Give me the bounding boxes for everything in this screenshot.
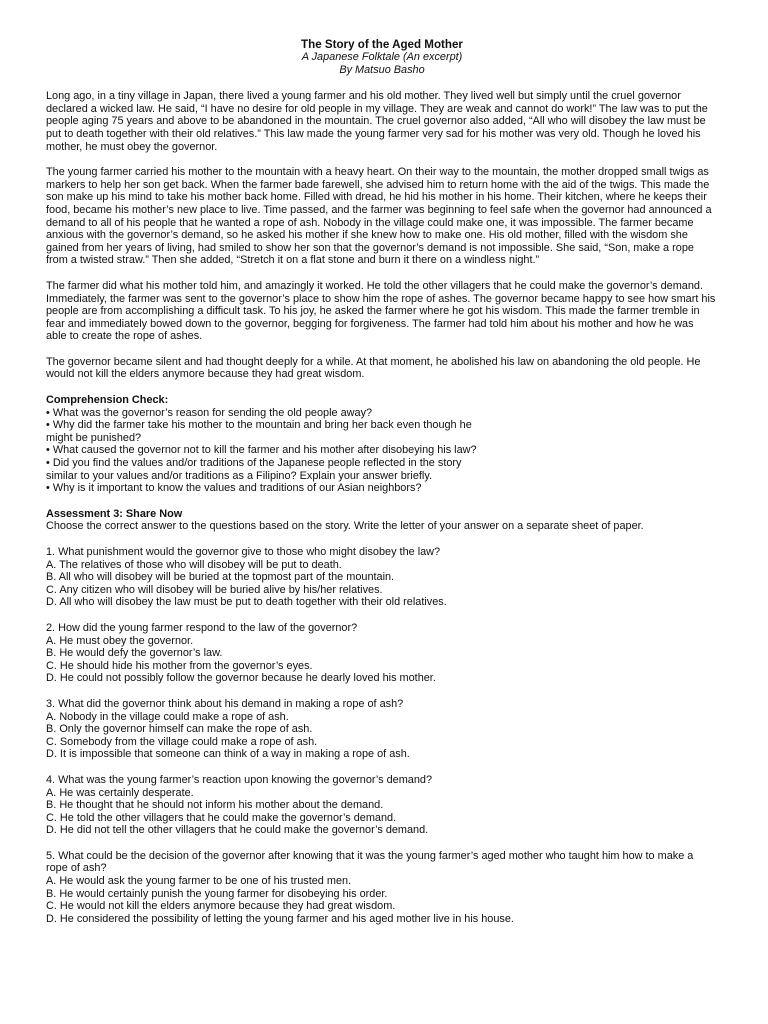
assessment-question-4 (46, 774, 718, 837)
story-paragraph-1: Long ago, in a tiny village in Japan, there lived a young farmer and his old mother. They lived well but simply until the cruel governor declared a wicked law. He said, “I have no desire for old people in my village. They are weak and cannot do work!” The law was to put the people aging 75 years and above to be abandoned in the mountain. The cruel governor also added, “All who will disobey the law must be put to death together with their old relatives.” This law made the young farmer very sad for his mother was very old. Though he loved his mother, he must obey the governor. (46, 90, 708, 153)
comprehension-question: • What caused the governor not to kill the farmer and his mother after disobeying his law? (46, 444, 718, 457)
answer-choice-b: B. He thought that he should not inform his mother about the demand. (46, 799, 384, 812)
answer-choice-c: C. He told the other villagers that he could make the governor’s demand. (46, 811, 397, 824)
story-author: By Matsuo Basho (339, 63, 425, 76)
answer-choice-d: D. All who will disobey the law must be put to death together with their old relatives. (46, 596, 447, 609)
comprehension-heading: Comprehension Check: (46, 394, 169, 407)
answer-choice-b: B. He would defy the governor’s law. (46, 647, 223, 660)
assessment-question-3 (46, 698, 718, 761)
question-text: 3. What did the governor think about his demand in making a rope of ash? (46, 697, 404, 710)
answer-choice-c: C. He should hide his mother from the governor’s eyes. (46, 659, 313, 672)
story-paragraph-3-continued: able to create the rope of ashes. (46, 330, 203, 343)
answer-choice-d: D. He could not possibly follow the governor because he dearly loved his mother. (46, 672, 436, 685)
story-title: The Story of the Aged Mother (301, 38, 463, 51)
story-paragraph-3: The farmer did what his mother told him, and amazingly it worked. He told the other villagers that he could make the governor’s demand. Immediately, the farmer was sent to the governor’s place to show him the rope of ashes. The governor became happy to see how smart his people are from accomplishing a difficult task. To his joy, he asked the farmer where he got his wisdom. This made the farmer tremble in fear and immediately bowed down to the governor, begging for forgiveness. The farmer had told him about his mother and how he was (46, 279, 716, 330)
assessment-question-1 (46, 546, 718, 609)
question-text: 2. How did the young farmer respond to the law of the governor? (46, 621, 358, 634)
answer-choice-b: B. All who will disobey will be buried at the topmost part of the mountain. (46, 571, 395, 584)
answer-choice-a: A. He was certainly desperate. (46, 786, 194, 799)
answer-choice-d: D. He considered the possibility of letting the young farmer and his aged mother live in his house. (46, 912, 514, 925)
question-text: 5. What could be the decision of the governor after knowing that it was the young farmer’s aged mother who taught him how to make a rope of ash? (46, 849, 694, 875)
answer-choice-b: B. Only the governor himself can make the rope of ash. (46, 723, 313, 736)
answer-choice-b: B. He would certainly punish the young farmer for disobeying his order. (46, 887, 388, 900)
answer-choice-d: D. He did not tell the other villagers that he could make the governor’s demand. (46, 824, 429, 837)
question-text: 1. What punishment would the governor give to those who might disobey the law? (46, 546, 441, 558)
comprehension-questions (46, 407, 718, 495)
assessment-instructions: Choose the correct answer to the questions based on the story. Write the letter of your answer on a separate sheet of paper. (46, 520, 644, 533)
answer-choice-a: A. The relatives of those who will disobey will be put to death. (46, 558, 342, 571)
comprehension-question: • Did you find the values and/or traditions of the Japanese people reflected in the story similar to your values and/or traditions as a Filipino? Explain your answer briefly. (46, 457, 718, 482)
assessment-question-5 (46, 850, 718, 926)
story-subtitle: A Japanese Folktale (An excerpt) (301, 51, 463, 63)
comprehension-question: • What was the governor’s reason for sending the old people away? (46, 407, 718, 420)
comprehension-check (46, 394, 718, 495)
story-body (46, 90, 718, 381)
answer-choice-d: D. It is impossible that someone can think of a way in making a rope of ash. (46, 748, 410, 761)
answer-choice-a: A. He would ask the young farmer to be one of his trusted men. (46, 875, 352, 888)
answer-choice-a: A. Nobody in the village could make a rope of ash. (46, 710, 289, 723)
document-header (46, 38, 718, 76)
answer-choice-c: C. Any citizen who will disobey will be buried alive by his/her relatives. (46, 583, 383, 596)
story-paragraph-2: The young farmer carried his mother to the mountain with a heavy heart. On their way to the mountain, the mother dropped small twigs as markers to help her son get back. When the farmer bade farewell, she advised him to return home with the aid of the twigs. This made the son make up his mind to take his mother back home. Filled with dread, he hid his mother in his home. Their kitchen, where he keeps their food, became his mother’s new place to live. Time passed, and the farmer was beginning to feel safe when the governor had announced a demand to all of his people that he wanted a rope of ash. Nobody in the village could make one, it was impossible. The farmer became anxious with the governor’s demand, so he asked his mother if she knew how to make one. His old mother, filled with the wisdom she gained from her years of living, had smiled to show her son that the governor’s demand is not impossible. She said, “Son, make a rope from a twisted straw.” Then she added, “Stretch it on a flat stone and burn it there on a windless night.” (46, 166, 712, 267)
assessment-heading: Assessment 3: Share Now (46, 507, 183, 520)
answer-choice-c: C. He would not kill the elders anymore because they had great wisdom. (46, 900, 396, 913)
answer-choice-c: C. Somebody from the village could make a rope of ash. (46, 735, 318, 748)
assessment-section (46, 508, 718, 926)
comprehension-question: • Why is it important to know the values and traditions of our Asian neighbors? (46, 482, 718, 495)
comprehension-question: • Why did the farmer take his mother to the mountain and bring her back even though he might be punished? (46, 419, 718, 444)
question-text: 4. What was the young farmer’s reaction upon knowing the governor’s demand? (46, 773, 433, 786)
story-paragraph-4: The governor became silent and had thought deeply for a while. At that moment, he abolished his law on abandoning the old people. He would not kill the elders anymore because they had great wisdom. (46, 355, 701, 381)
answer-choice-a: A. He must obey the governor. (46, 634, 194, 647)
assessment-question-2 (46, 622, 718, 685)
